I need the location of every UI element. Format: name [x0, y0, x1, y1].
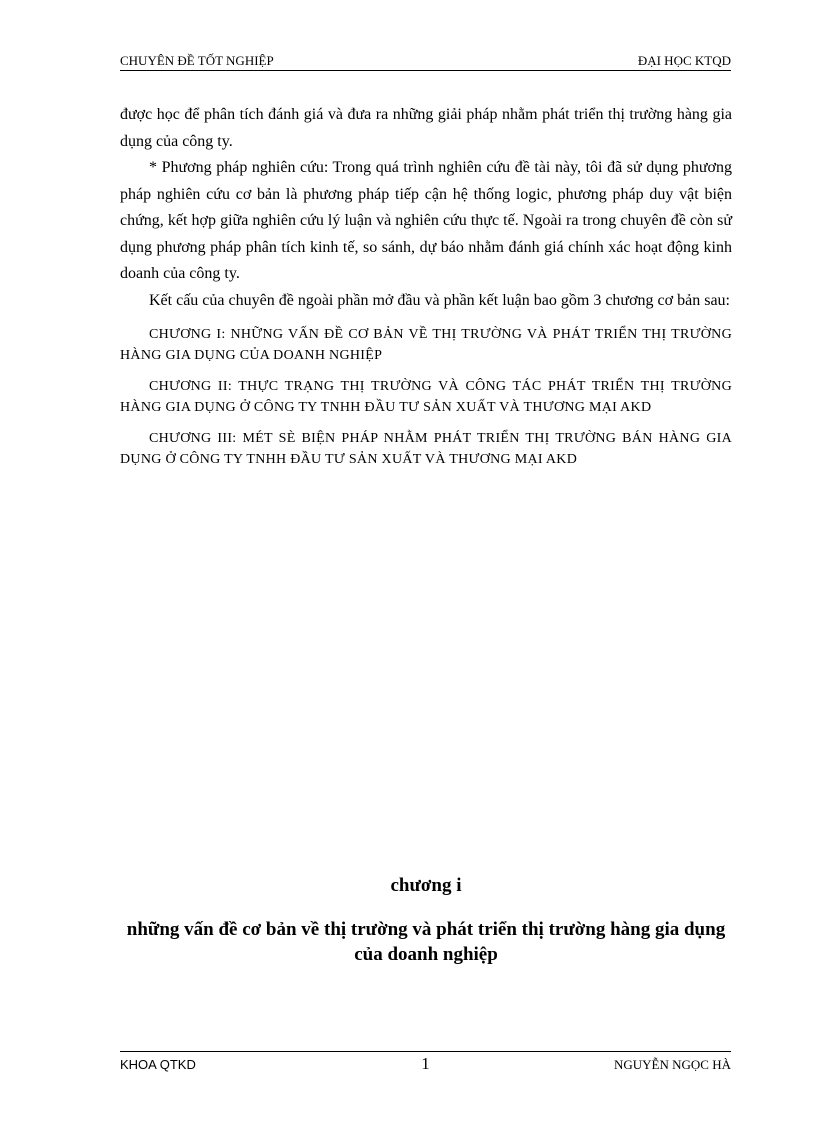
page-footer: [120, 1054, 731, 1074]
page-header: [120, 52, 731, 71]
paragraph-3: Kết cấu của chuyên đề ngoài phần mở đầu và phần kết luận bao gồm 3 chương cơ bản sau:: [149, 291, 730, 309]
header-left: CHUYÊN ĐỀ TỐT NGHIỆP: [120, 53, 274, 68]
chapter-item-1: CHƯƠNG I: NHỮNG VẤN ĐỀ CƠ BẢN VỀ THỊ TRƯỜNG VÀ PHÁT TRIỂN THỊ TRƯỜNG HÀNG GIA DỤNG CỦA DOANH NGHIỆP: [120, 327, 732, 363]
paragraph-1: được học để phân tích đánh giá và đưa ra những giải pháp nhằm phát triển thị trường hàng gia dụng của công ty.: [120, 106, 732, 150]
paragraph-2: * Phương pháp nghiên cứu: Trong quá trình nghiên cứu đề tài này, tôi đã sử dụng phương pháp nghiên cứu cơ bản là phương pháp tiếp cận hệ thống logic, phương pháp duy vật biện chứng, kết hợp giữa nghiên cứu lý luận và nghiên cứu thực tế. Ngoài ra trong chuyên đề còn sử dụng phương pháp phân tích kinh tế, so sánh, dự báo nhằm đánh giá chính xác hoạt động kinh doanh của công ty.: [120, 159, 732, 282]
chapter-item-3: CHƯƠNG III: MÉT SÈ BIỆN PHÁP NHẰM PHÁT TRIỂN THỊ TRƯỜNG BÁN HÀNG GIA DỤNG Ở CÔNG TY TNHH ĐẦU TƯ SẢN XUẤT VÀ THƯƠNG MẠI AKD: [120, 431, 732, 467]
page-number: 1: [421, 1054, 430, 1073]
document-body: [120, 102, 732, 480]
chapter-list: [120, 324, 732, 470]
header-right: ĐẠI HỌC KTQD: [637, 53, 731, 68]
chapter-item-2: CHƯƠNG II: THỰC TRẠNG THỊ TRƯỜNG VÀ CÔNG TÁC PHÁT TRIỂN THỊ TRƯỜNG HÀNG GIA DỤNG Ở CÔNG TY TNHH ĐẦU TƯ SẢN XUẤT VÀ THƯƠNG MẠI AKD: [120, 379, 732, 415]
chapter-title: chương i: [390, 875, 462, 896]
footer-left: KHOA QTKD: [120, 1057, 196, 1072]
footer-right: NGUYỄN NGỌC HÀ: [614, 1057, 731, 1072]
footer-divider: [120, 1051, 731, 1052]
chapter-subtitle: những vấn đề cơ bản về thị trường và phát triển thị trường hàng gia dụng của doanh nghiệp: [126, 919, 726, 965]
